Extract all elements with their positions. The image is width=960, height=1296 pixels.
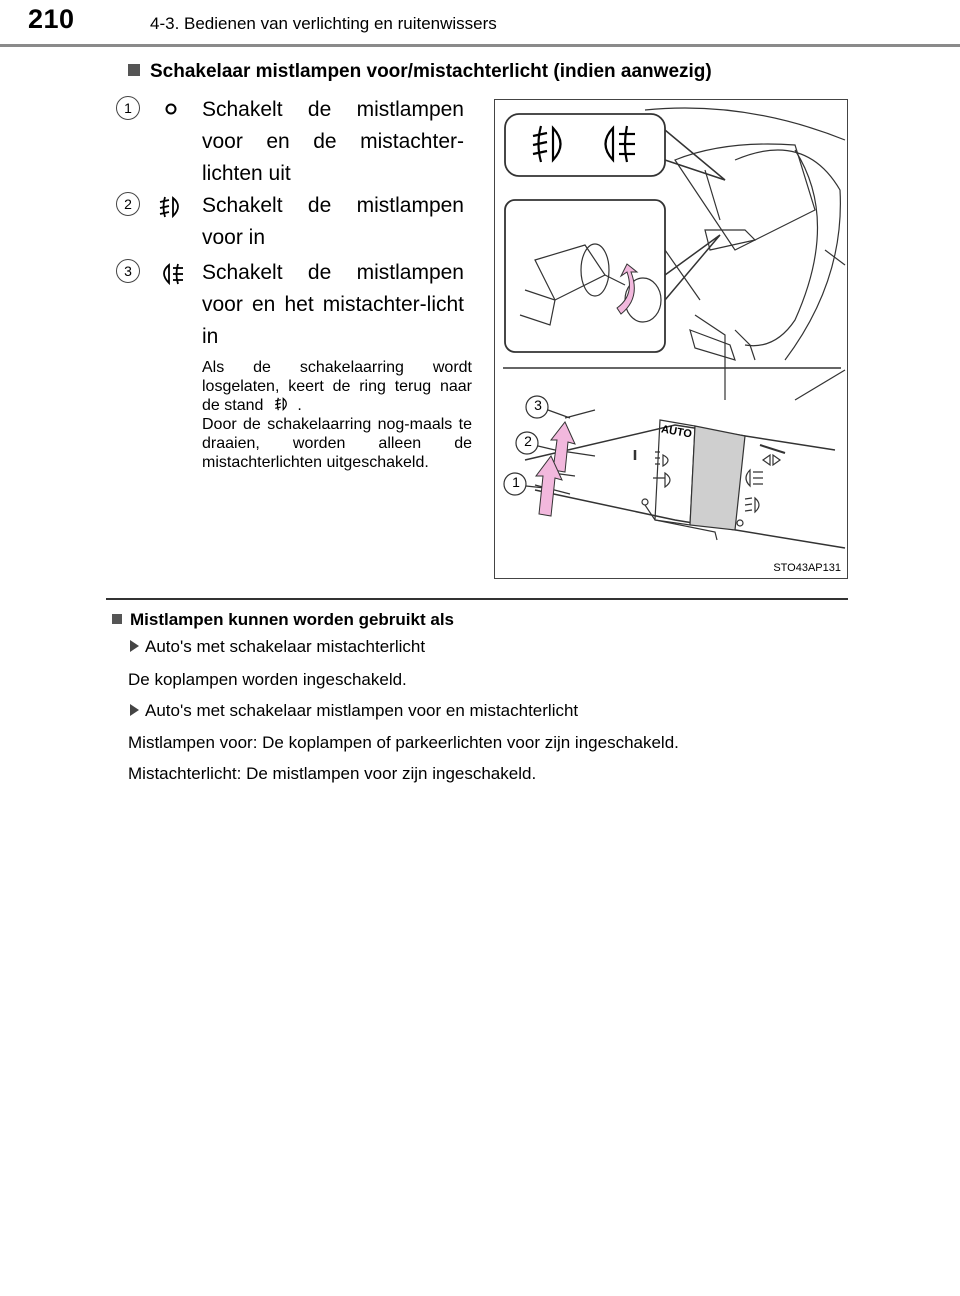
square-bullet-icon — [128, 64, 140, 76]
condition-2-bullet-text: Auto's met schakelaar mistlampen voor en mistachterlicht — [145, 701, 579, 720]
knob-inset-box — [505, 200, 665, 352]
sub-heading-text: Mistlampen kunnen worden gebruikt als — [130, 610, 454, 629]
header-rule — [0, 44, 960, 47]
front-fog-icon — [156, 194, 186, 220]
note-part2: . — [297, 397, 302, 414]
callout-1: 1 — [116, 96, 140, 120]
off-circle-icon — [156, 98, 186, 124]
note-part3: Door de schakelaarring nog-maals te draaien, worden alleen de mistachterlichten uitgeschakeld. — [202, 416, 472, 471]
page-number: 210 — [28, 4, 75, 34]
item-3-text: Schakelt de mistlampen voor en het mistachter-licht in — [202, 261, 464, 348]
section-title: 4-3. Bedienen van verlichting en ruitenwissers — [150, 14, 497, 33]
sub-heading — [112, 610, 454, 630]
condition-1-text: De koplampen worden ingeschakeld. — [128, 670, 407, 689]
condition-2-text2: Mistachterlicht: De mistlampen voor zijn ingeschakeld. — [128, 764, 537, 783]
condition-1-bullet — [130, 637, 425, 657]
note-part1: Als de schakelaarring wordt losgelaten, keert de ring terug naar de stand — [202, 359, 472, 414]
rear-fog-icon — [156, 261, 186, 287]
triangle-bullet-icon — [130, 704, 139, 716]
combination-switch-illustration — [495, 100, 847, 578]
condition-2-bullet — [130, 701, 578, 721]
illustration-figure — [494, 99, 848, 579]
item-2-text: Schakelt de mistlampen voor in — [202, 194, 464, 249]
symbol-callout-bubble — [505, 114, 665, 176]
auto-label: AUTO — [660, 423, 693, 441]
triangle-bullet-icon — [130, 640, 139, 652]
front-fog-icon — [271, 396, 293, 412]
item-1-text: Schakelt de mistlampen voor en de mistachter-lichten uit — [202, 98, 464, 185]
square-bullet-icon — [112, 614, 122, 624]
condition-2-text: Mistlampen voor: De koplampen of parkeerlichten voor zijn ingeschakeld. — [128, 733, 679, 752]
figure-code: STO43AP131 — [773, 562, 841, 574]
separator-rule — [106, 598, 848, 600]
figure-callout-2: 2 — [524, 433, 532, 449]
callout-3: 3 — [116, 259, 140, 283]
callout-2: 2 — [116, 192, 140, 216]
main-heading — [128, 61, 712, 83]
main-heading-text: Schakelaar mistlampen voor/mistachterlicht (indien aanwezig) — [150, 61, 712, 82]
figure-callout-1: 1 — [512, 474, 520, 490]
figure-callout-3: 3 — [534, 397, 542, 413]
condition-1-bullet-text: Auto's met schakelaar mistachterlicht — [145, 637, 426, 656]
note-paragraph — [202, 358, 472, 472]
bubble-fog-symbols — [533, 126, 635, 162]
